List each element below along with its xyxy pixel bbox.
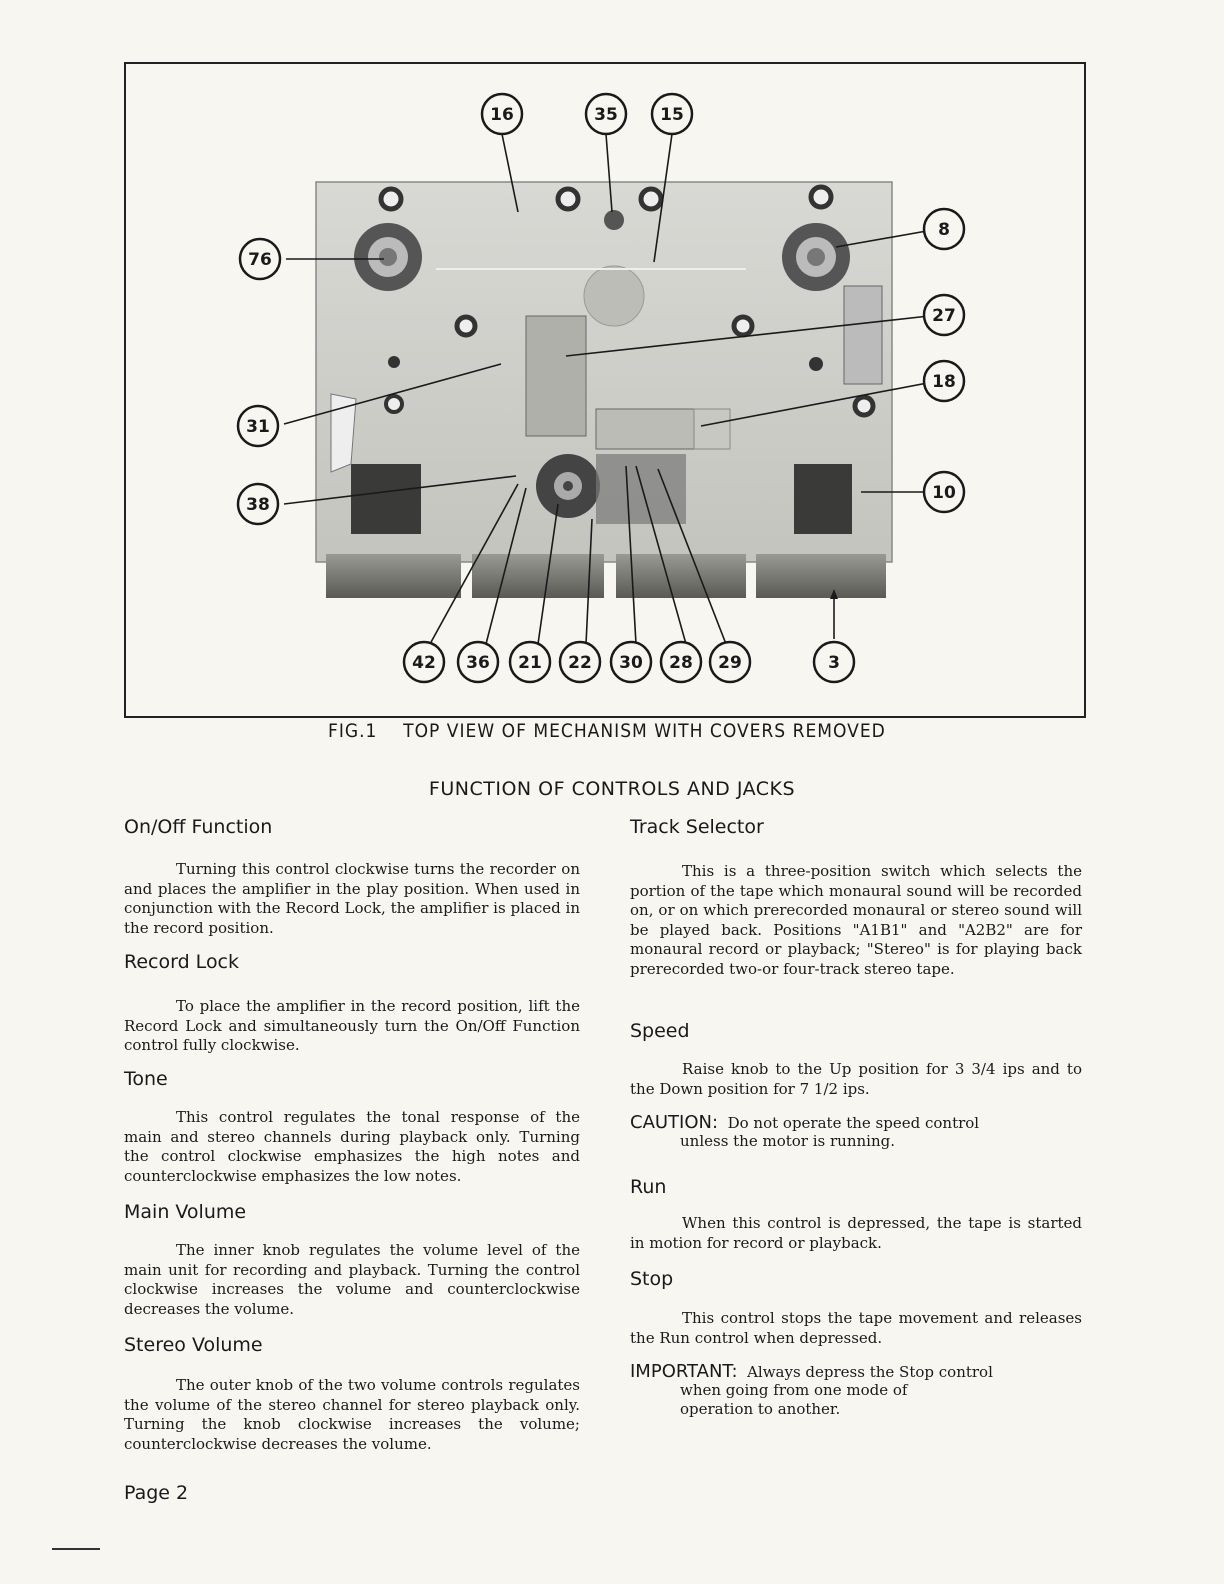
callout-35: [586, 94, 626, 134]
figure-frame: [124, 62, 1086, 718]
text-stereo-volume: The outer knob of the two volume controls regulates the volume of the stereo channel for stereo playback only. Turning the knob clockwise increases the volume; counterclockwise decreases the volume.: [124, 1376, 580, 1453]
svg-text:15: 15: [660, 105, 684, 125]
caution-note: [630, 1113, 1082, 1151]
callout-18: [924, 361, 964, 401]
callout-3: [814, 642, 854, 682]
right-bracket: [794, 464, 852, 534]
callout-10: [924, 472, 964, 512]
left-bracket: [351, 464, 421, 534]
foot-mid-right: [616, 554, 746, 598]
caution-text-rest: unless the motor is running.: [680, 1131, 895, 1150]
text-track-selector: This is a three-position switch which selects the portion of the tape which monaural sound will be recorded on, or on which prerecorded monaural or stereo sound will be played back. Positions "A1B1" and "A2B2" are for monaural record or playback; "Stereo" is for playing back prerecorded two-or four-track stereo tape.: [630, 862, 1082, 978]
svg-text:16: 16: [490, 105, 514, 125]
text-stop: This control stops the tape movement and releases the Run control when depressed.: [630, 1309, 1082, 1347]
callout-30: [611, 642, 651, 682]
heading-track-selector: Track Selector: [630, 816, 764, 838]
important-text-first: Always depress the Stop control: [747, 1363, 993, 1381]
bottom-rule: [52, 1548, 100, 1550]
callout-31: [238, 406, 278, 446]
speed-label-strip: [844, 286, 882, 384]
head-assembly: [526, 316, 586, 436]
svg-text:76: 76: [248, 250, 272, 270]
heading-tone: Tone: [124, 1068, 168, 1090]
callout-8: [924, 209, 964, 249]
heading-run: Run: [630, 1176, 667, 1198]
svg-text:21: 21: [518, 653, 542, 673]
svg-text:29: 29: [718, 653, 742, 673]
heading-stop: Stop: [630, 1268, 674, 1290]
text-onoff-function: Turning this control clockwise turns the recorder on and places the amplifier in the play position. When used in conjunction with the Record Lock, the amplifier is placed in the record position.: [124, 860, 580, 937]
svg-text:38: 38: [246, 495, 270, 515]
callout-28: [661, 642, 701, 682]
important-text-rest: when going from one mode of operation to another.: [680, 1380, 908, 1418]
important-label: IMPORTANT:: [630, 1361, 738, 1382]
svg-text:8: 8: [938, 220, 950, 240]
caution-text-first: Do not operate the speed control: [727, 1114, 980, 1132]
callout-42: [404, 642, 444, 682]
svg-text:36: 36: [466, 653, 490, 673]
foot-right: [756, 554, 886, 598]
callout-29: [710, 642, 750, 682]
svg-text:27: 27: [932, 306, 956, 326]
heading-speed: Speed: [630, 1020, 690, 1042]
svg-text:28: 28: [669, 653, 693, 673]
text-speed: Raise knob to the Up position for 3 3/4 ips and to the Down position for 7 1/2 ips.: [630, 1060, 1082, 1098]
callout-27: [924, 295, 964, 335]
figure-caption-number: FIG.1: [328, 720, 378, 742]
svg-text:30: 30: [619, 653, 643, 673]
svg-text:3: 3: [828, 653, 840, 673]
callout-15: [652, 94, 692, 134]
callout-76: [240, 239, 280, 279]
page-number: Page 2: [124, 1482, 189, 1504]
mechanism-photo: [126, 64, 1088, 720]
callout-36: [458, 642, 498, 682]
heading-onoff-function: On/Off Function: [124, 816, 273, 838]
important-note: [630, 1362, 1082, 1420]
heading-main-volume: Main Volume: [124, 1201, 247, 1223]
svg-text:10: 10: [932, 483, 956, 503]
text-tone: This control regulates the tonal response of the main and stereo channels during playback only. Turning the control clockwise emphasizes the high notes and counterclockwise emphasizes the low notes.: [124, 1108, 580, 1185]
callout-21: [510, 642, 550, 682]
section-title: FUNCTION OF CONTROLS AND JACKS: [428, 778, 796, 800]
text-record-lock: To place the amplifier in the record position, lift the Record Lock and simultaneously turn the On/Off Function control fully clockwise.: [124, 997, 580, 1054]
svg-text:31: 31: [246, 417, 270, 437]
text-main-volume: The inner knob regulates the volume level of the main unit for recording and playback. Turning the control clockwise increases the volume and counterclockwise decreases the volume.: [124, 1241, 580, 1318]
callout-16: [482, 94, 522, 134]
callout-38: [238, 484, 278, 524]
text-run: When this control is depressed, the tape is started in motion for record or playback.: [630, 1214, 1082, 1252]
pinch-roller-top: [604, 210, 624, 230]
callout-22: [560, 642, 600, 682]
svg-text:35: 35: [594, 105, 618, 125]
caution-label: CAUTION:: [630, 1112, 719, 1133]
svg-text:42: 42: [412, 653, 436, 673]
foot-mid-left: [472, 554, 604, 598]
svg-text:22: 22: [568, 653, 592, 673]
heading-record-lock: Record Lock: [124, 951, 240, 973]
figure-caption: [328, 720, 1028, 742]
foot-left: [326, 554, 461, 598]
heading-stereo-volume: Stereo Volume: [124, 1334, 263, 1356]
figure-caption-text: TOP VIEW OF MECHANISM WITH COVERS REMOVED: [403, 720, 886, 742]
svg-text:18: 18: [932, 372, 956, 392]
